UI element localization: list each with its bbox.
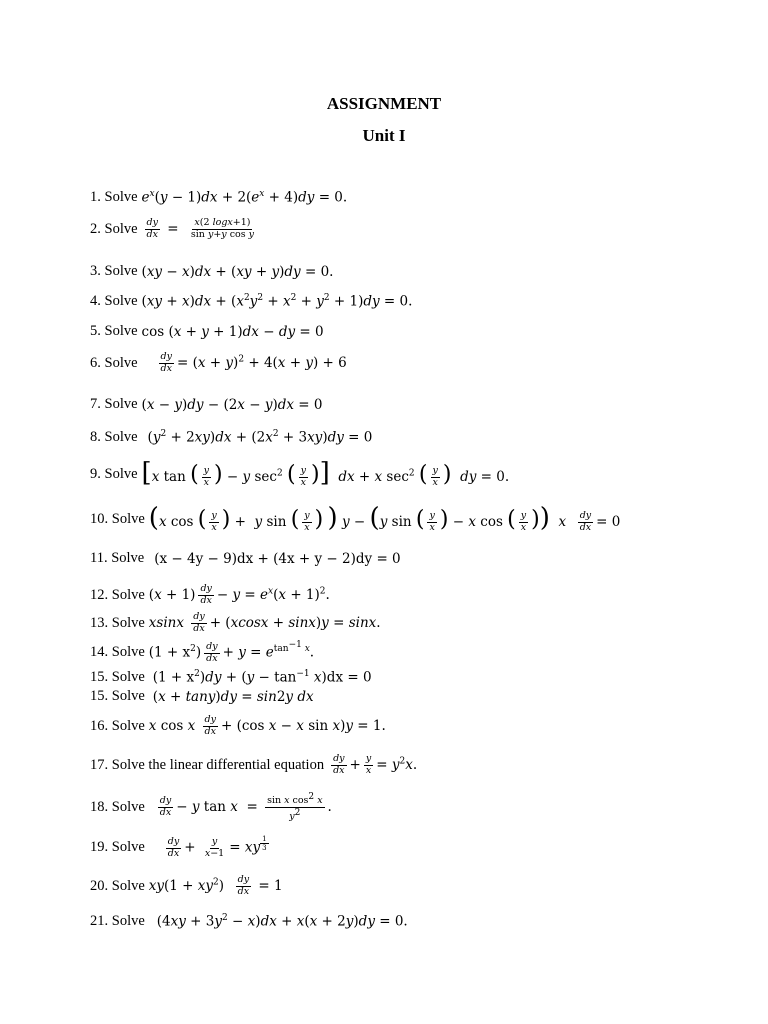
- problem-18: [90, 792, 332, 823]
- problem-label: 18. Solve: [90, 799, 145, 816]
- problem-label: 9. Solve: [90, 465, 138, 482]
- equation: [x tan ( $\frac{y}{x}$ ) − y $\sec^2$ ( $\frac{y}{x}$ )] dx + x $\sec^2$ ( $\frac{y}{x}$ ) dy = 0.: [141, 458, 510, 488]
- problem-14: [90, 640, 314, 664]
- problem-label: 5. Solve: [90, 323, 138, 339]
- problem-8: [90, 429, 372, 446]
- equation: cos (x + y + 1)dx − dy = 0: [141, 323, 324, 340]
- problem-label: 10. Solve: [90, 510, 145, 527]
- problem-label: 14. Solve: [90, 643, 145, 660]
- problem-11: [90, 550, 401, 567]
- problem-label: 15. Solve: [90, 669, 145, 685]
- equation: xsinx $\frac{dy}{dx}$ + (xcosx + sinx)y = sinx.: [148, 611, 381, 634]
- equation: (x cos ( $\frac{y}{x}$ ) + y sin ( $\frac{y}{x}$ ) ) y − (y sin ( $\frac{y}{x}$ ) − x cos ( $\frac{y}{x}$ )) x $\frac{dy}{dx}$ = 0: [148, 503, 621, 533]
- equation: $\frac{dy}{dx}$ + $\frac{y}{x}$ = $y^2x$.: [333, 753, 418, 776]
- problem-label: 20. Solve: [90, 877, 145, 894]
- problem-15b: [90, 688, 314, 705]
- problem-label: 6. Solve: [90, 354, 138, 371]
- problem-label: 11. Solve: [90, 550, 145, 566]
- problem-19: [90, 835, 269, 859]
- problem-label: 15. Solve: [90, 688, 145, 704]
- problem-17: [90, 754, 417, 777]
- equation: (x + tany)dy = sin2y dx: [152, 688, 314, 705]
- problem-label: 1. Solve: [90, 189, 138, 205]
- equation: $(y^2 + 2xy)dx + (2x^2 + 3xy)dy = 0$: [147, 429, 373, 446]
- problem-2: [90, 218, 259, 241]
- problem-5: [90, 323, 324, 340]
- problem-label: 7. Solve: [90, 396, 138, 412]
- problem-label: 2. Solve: [90, 220, 138, 237]
- equation: $e^x(y - 1)dx + 2(e^x + 4)dy = 0$.: [141, 189, 348, 206]
- equation: $\frac{dy}{dx}$ + $\frac{y}{x-1}$ = xy $^{\frac{1}{3}}$: [167, 835, 267, 859]
- document-title: ASSIGNMENT: [326, 94, 442, 113]
- problem-13: [90, 612, 381, 635]
- problem-20: [90, 875, 283, 898]
- problem-6: [90, 352, 347, 375]
- problem-label: 13. Solve: [90, 614, 145, 631]
- problem-label: 4. Solve: [90, 293, 138, 309]
- problem-16: [90, 715, 386, 738]
- problem-label: 17. Solve the linear differential equation: [90, 756, 325, 773]
- problem-7: [90, 396, 323, 413]
- equation: x cos x $\frac{dy}{dx}$ + (cos x − x sin x)y = 1.: [148, 714, 386, 737]
- problem-label: 16. Solve: [90, 717, 145, 734]
- problem-label: 19. Solve: [90, 838, 145, 855]
- problem-15a: [90, 669, 372, 686]
- equation: (x − y)dy − (2x − y)dx = 0: [141, 396, 323, 413]
- equation: $\frac{dy}{dx}$ = $(x + y)^2 + 4(x + y) + 6$: [160, 351, 347, 374]
- equation: $(xy + x)dx + (x^2y^2 + x^2 + y^2 + 1)dy = 0$.: [141, 293, 413, 310]
- equation: (xy − x)dx + (xy + y)dy = 0.: [141, 263, 334, 280]
- unit-heading: Unit I: [362, 126, 406, 145]
- problem-label: 3. Solve: [90, 263, 138, 279]
- equation: $(1 + x^2)dy + (y - \tan^{-1} x)dx = 0$: [152, 669, 372, 686]
- equation: $\frac{dy}{dx}$ − y tan x = $\frac{\sin x \cos^2 x}{y^2}$ .: [159, 792, 332, 823]
- problem-10: [90, 505, 620, 534]
- equation: $(1 + x^2)$ $\frac{dy}{dx}$ + $y = e^{tan^{-1} x}$.: [148, 640, 315, 664]
- problem-12: [90, 584, 330, 607]
- equation: $(4xy + 3y^2 - x)dx + x(x + 2y)dy = 0$.: [156, 913, 408, 930]
- problem-3: [90, 263, 333, 280]
- problem-21: [90, 913, 408, 930]
- problem-label: 8. Solve: [90, 429, 138, 445]
- equation: $xy(1 + xy^2)$ $\frac{dy}{dx}$ = 1: [148, 874, 283, 897]
- equation: (x + 1) $\frac{dy}{dx}$ − $y = e^x(x + 1)^2$.: [148, 583, 330, 606]
- problem-9: [90, 460, 509, 489]
- equation: $\frac{dy}{dx}$ = $\frac{x(2 \log x+1)}{\text{sin y+y cos y}}$: [146, 217, 255, 240]
- equation: (x − 4y − 9)dx + (4x + y − 2)dy = 0: [154, 550, 401, 567]
- problem-4: [90, 293, 412, 310]
- problem-label: 21. Solve: [90, 913, 145, 929]
- problem-label: 12. Solve: [90, 586, 145, 603]
- problem-1: [90, 189, 347, 206]
